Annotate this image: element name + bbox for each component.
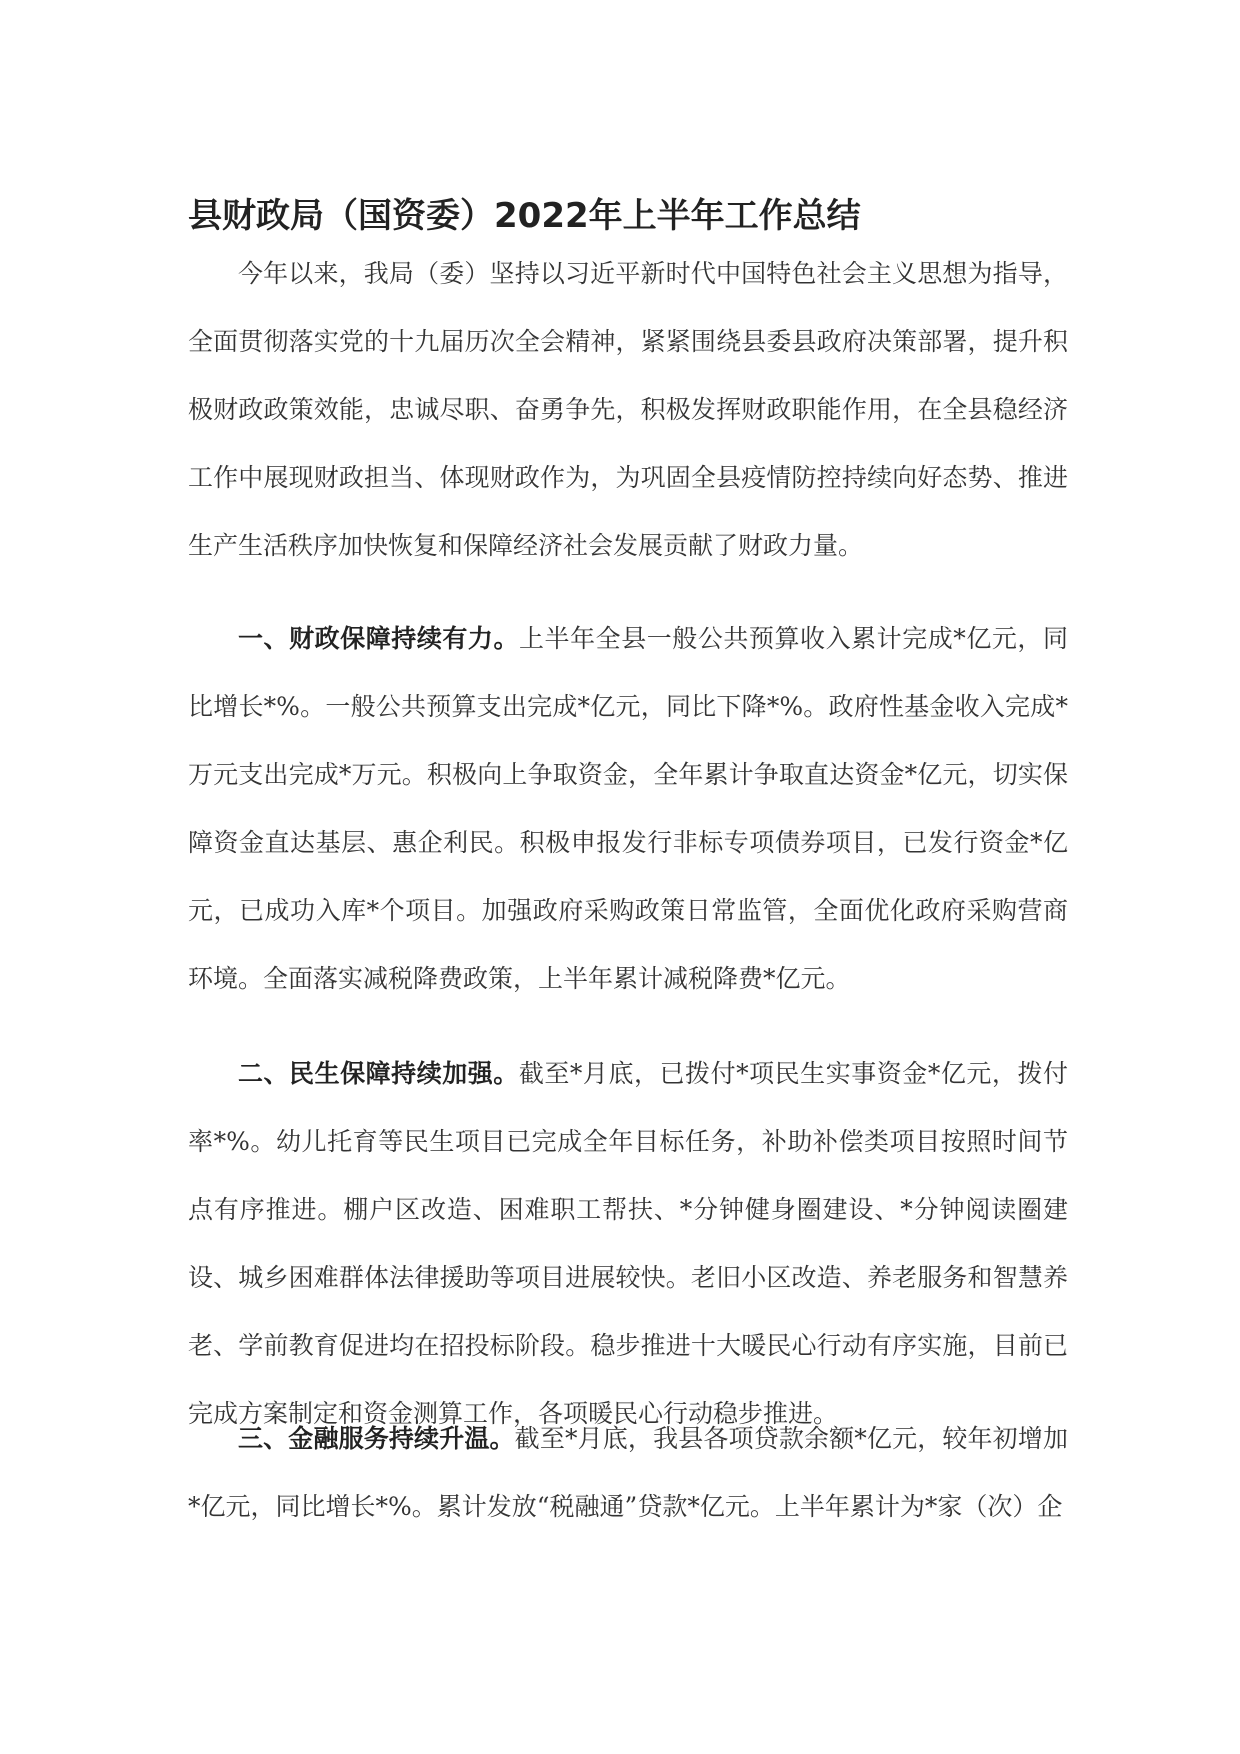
section-1-heading: 一、财政保障持续有力。 <box>238 624 520 653</box>
document-title: 县财政局（国资委）2022年上半年工作总结 <box>188 196 861 236</box>
section-1-paragraph <box>188 605 1068 1013</box>
section-2-heading: 二、民生保障持续加强。 <box>238 1059 519 1088</box>
section-2-text: 截至*月底，已拨付*项民生实事资金*亿元，拨付率*%。幼儿托育等民生项目已完成全年目标任务，补助补偿类项目按照时间节点有序推进。棚户区改造、困难职工帮扶、*分钟健身圈建设、*分钟阅读圈建设、城乡困难群体法律援助等项目进展较快。老旧小区改造、养老服务和智慧养老、学前教育促进均在招投标阶段。稳步推进十大暖民心行动有序实施，目前已完成方案制定和资金测算工作，各项暖民心行动稳步推进。 <box>188 1059 1068 1428</box>
section-2-paragraph <box>188 1040 1068 1448</box>
section-3-text: 截至*月底，我县各项贷款余额*亿元，较年初增加*亿元，同比增长*%。累计发放“税融通”贷款*亿元。上半年累计为*家（次）企 <box>188 1424 1068 1521</box>
section-1-text: 上半年全县一般公共预算收入累计完成*亿元，同比增长*%。一般公共预算支出完成*亿元，同比下降*%。政府性基金收入完成*万元支出完成*万元。积极向上争取资金，全年累计争取直达资金*亿元，切实保障资金直达基层、惠企利民。积极申报发行非标专项债券项目，已发行资金*亿元，已成功入库*个项目。加强政府采购政策日常监管，全面优化政府采购营商环境。全面落实减税降费政策，上半年累计减税降费*亿元。 <box>188 624 1068 993</box>
intro-paragraph: 今年以来，我局（委）坚持以习近平新时代中国特色社会主义思想为指导，全面贯彻落实党的十九届历次全会精神，紧紧围绕县委县政府决策部署，提升积极财政政策效能，忠诚尽职、奋勇争先，积极发挥财政职能作用，在全县稳经济工作中展现财政担当、体现财政作为，为巩固全县疫情防控持续向好态势、推进生产生活秩序加快恢复和保障经济社会发展贡献了财政力量。 <box>188 259 1068 560</box>
section-3-paragraph <box>188 1405 1068 1541</box>
section-3-heading: 三、金融服务持续升温。 <box>238 1424 515 1453</box>
